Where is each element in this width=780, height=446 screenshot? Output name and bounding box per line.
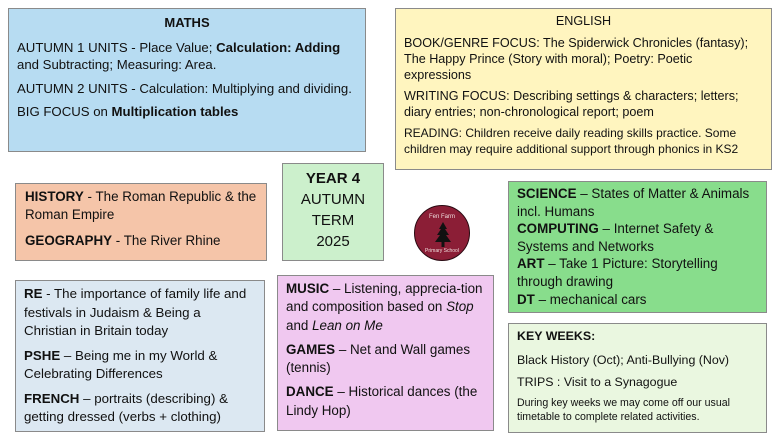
key-weeks-title: KEY WEEKS:	[517, 329, 596, 343]
geography-line: GEOGRAPHY - The River Rhine	[25, 233, 221, 248]
english-title: ENGLISH	[555, 14, 612, 28]
logo-top-text: Fen Farm	[428, 214, 455, 220]
art-line: ART – Take 1 Picture: Storytelling through drawing	[517, 256, 718, 289]
history-line: HISTORY - The Roman Republic & the Roman Empire	[25, 189, 257, 222]
games-line: GAMES – Net and Wall games (tennis)	[286, 341, 471, 376]
maths-autumn2: AUTUMN 2 UNITS - Calculation: Multiplying and dividing.	[17, 80, 352, 96]
english-reading: READING: Children receive daily reading skills practice. Some children may require additional support through phonics in KS2	[404, 126, 739, 156]
tree-icon	[431, 221, 455, 249]
english-box	[395, 8, 772, 170]
dt-line: DT – mechanical cars	[517, 291, 647, 307]
re-box	[15, 280, 265, 432]
term-box	[282, 163, 384, 261]
science-box	[508, 181, 767, 313]
humanities-box	[15, 183, 267, 261]
science-line: SCIENCE – States of Matter & Animals incl. Humans	[517, 186, 750, 219]
term-label: TERM	[311, 212, 355, 229]
year-number: 2025	[316, 233, 350, 250]
music-line: MUSIC – Listening, apprecia-tion and composition based on Stop and Lean on Me	[286, 281, 483, 333]
music-box	[277, 275, 494, 431]
key-weeks-box	[508, 323, 767, 433]
trips-line: TRIPS : Visit to a Synagogue	[517, 375, 678, 389]
year-label: YEAR 4	[305, 170, 361, 187]
pshe-line: PSHE – Being me in my World & Celebrating Differences	[24, 347, 218, 381]
english-book-focus: BOOK/GENRE FOCUS: The Spiderwick Chronicles (fantasy); The Happy Prince (Story with moral); Poetry: Poetic expressions	[404, 36, 749, 82]
french-line: FRENCH – portraits (describing) & getting dressed (verbs + clothing)	[24, 390, 228, 424]
key-weeks-list: Black History (Oct); Anti-Bullying (Nov)	[517, 353, 730, 367]
english-writing-focus: WRITING FOCUS: Describing settings & characters; letters; diary entries; non-chronological report; poem	[404, 89, 739, 119]
school-logo	[414, 205, 470, 261]
maths-autumn1: AUTUMN 1 UNITS - Place Value; Calculation: Adding and Subtracting; Measuring: Area.	[17, 39, 341, 72]
key-weeks-note: During key weeks we may come off our usual timetable to complete related activities.	[517, 397, 730, 423]
maths-big-focus: BIG FOCUS on Multiplication tables	[17, 104, 239, 119]
logo-bottom-text: Primary School	[425, 248, 459, 254]
re-line: RE - The importance of family life and festivals in Judaism & Being a Christian in Britain today	[24, 286, 247, 338]
maths-box	[8, 8, 366, 152]
season-label: AUTUMN	[300, 191, 366, 208]
computing-line: COMPUTING – Internet Safety & Systems and Networks	[517, 221, 714, 254]
maths-title: MATHS	[164, 15, 210, 30]
dance-line: DANCE – Historical dances (the Lindy Hop)	[286, 384, 478, 418]
